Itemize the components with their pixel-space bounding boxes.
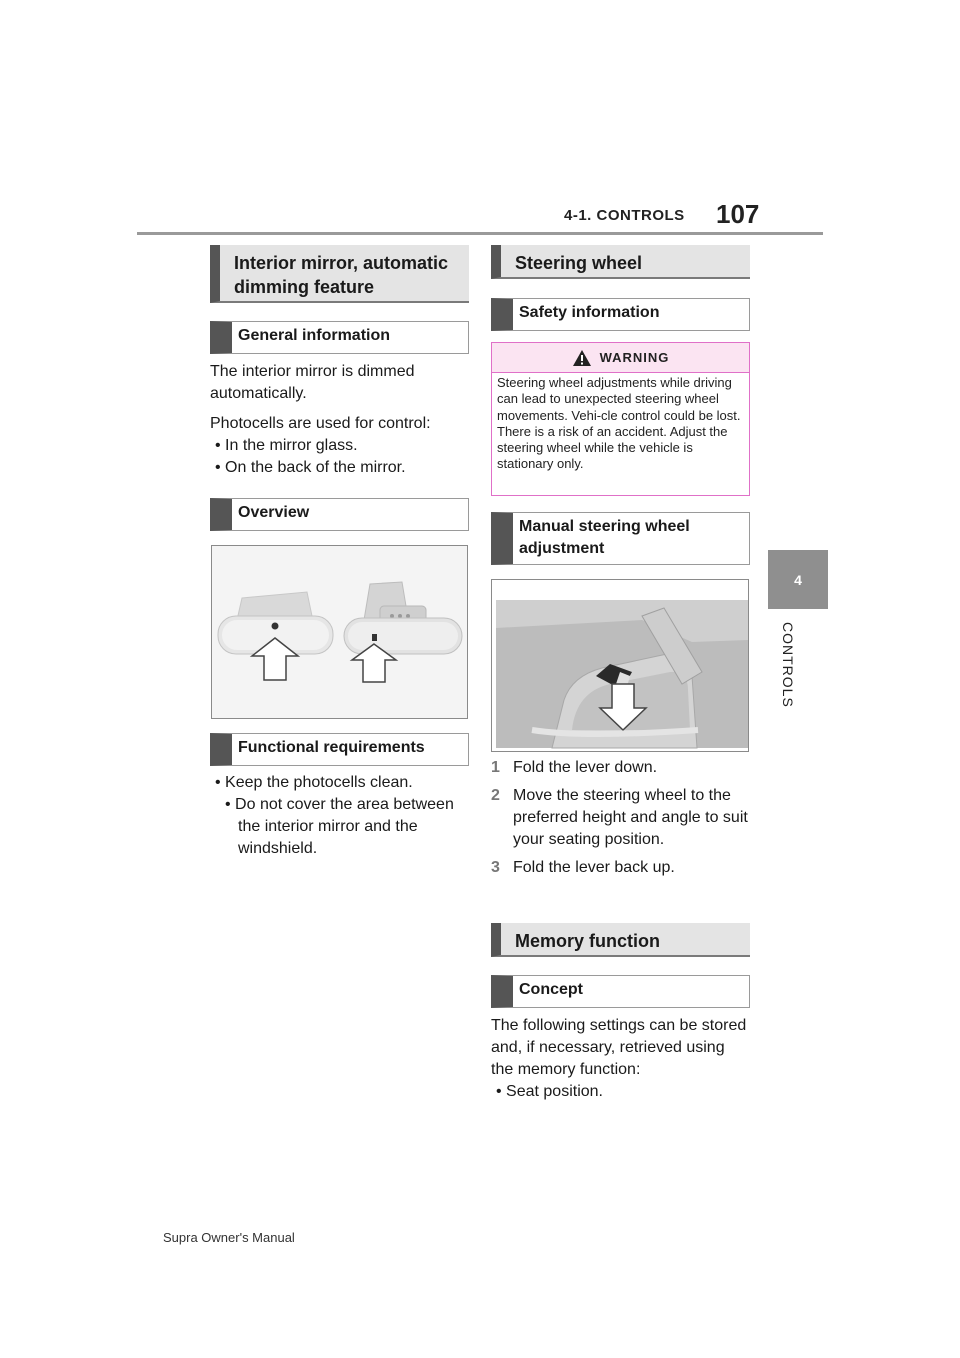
list-item: 1 Fold the lever down. — [491, 759, 658, 776]
list-item: 3 Fold the lever back up. — [491, 859, 675, 876]
footer-manual-title: Supra Owner's Manual — [163, 1230, 295, 1245]
paragraph-dimmed: The interior mirror is dimmed automatically. — [210, 363, 415, 402]
header-divider — [137, 232, 823, 235]
functional-requirements-list — [210, 772, 469, 860]
section-heading-memory-function: Memory function — [491, 923, 750, 957]
warning-header — [492, 343, 749, 373]
subheading-concept: Concept — [491, 975, 750, 1008]
list-item: • Keep the photocells clean. — [215, 774, 413, 791]
chapter-label: CONTROLS — [780, 622, 796, 708]
adjustment-steps — [491, 757, 750, 885]
paragraph-photocells: Photocells are used for control: — [210, 415, 431, 432]
section-heading-steering-wheel: Steering wheel — [491, 245, 750, 279]
page-number: 107 — [716, 199, 760, 229]
paragraph-memory: The following settings can be stored and, if necessary, retrieved using the memory function: — [491, 1017, 747, 1078]
section-title: 4-1. CONTROLS — [564, 207, 685, 224]
subheading-general-information: General information — [210, 321, 469, 354]
chapter-number: 4 — [794, 571, 802, 588]
memory-concept-text — [491, 1015, 750, 1103]
steering-column-illustration — [492, 580, 749, 752]
list-item: 2 Move the steering wheel to the preferred height and angle to suit your seating position. — [491, 787, 748, 848]
subheading-manual-steering-wheel-adjustment: Manual steering wheel adjustment — [491, 512, 750, 565]
subheading-functional-requirements: Functional requirements — [210, 733, 469, 766]
chapter-tab[interactable] — [768, 550, 828, 609]
list-item: • Seat position. — [496, 1083, 603, 1100]
warning-triangle-icon — [572, 349, 592, 367]
section-heading-interior-mirror: Interior mirror, automatic dimming feature — [210, 245, 469, 303]
subheading-safety-information: Safety information — [491, 298, 750, 331]
warning-box — [491, 342, 750, 496]
interior-mirror-illustration — [212, 546, 468, 719]
mirror-overview-figure — [211, 545, 468, 719]
general-information-text — [210, 361, 469, 479]
list-item: • In the mirror glass. — [215, 437, 358, 454]
steering-lever-figure — [491, 579, 749, 752]
warning-text: Steering wheel adjustments while driving can lead to unexpected steering wheel movements. Vehi-cle control could be lost. There is a risk of an accident. Adjust the steering wheel while the vehicle is stationary only. — [497, 375, 741, 472]
list-item: • Do not cover the area between the interior mirror and the windshield. — [225, 796, 454, 857]
warning-label: WARNING — [599, 350, 670, 365]
subheading-overview: Overview — [210, 498, 469, 531]
list-item: • On the back of the mirror. — [215, 459, 406, 476]
